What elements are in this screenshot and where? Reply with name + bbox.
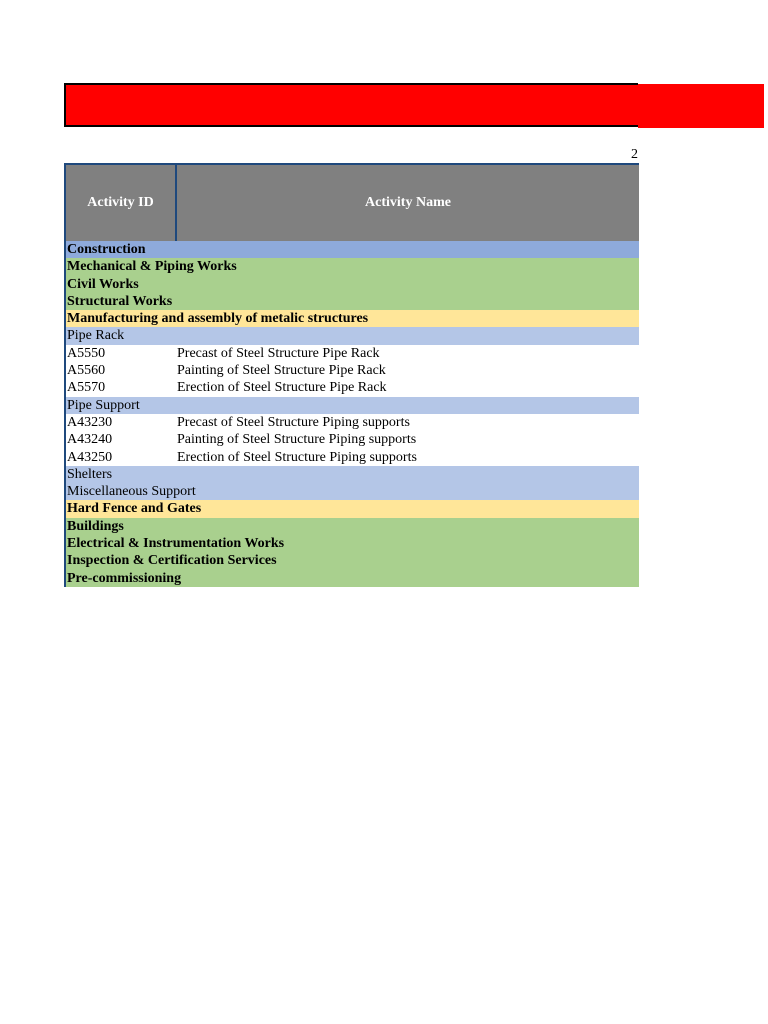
group-label: Mechanical & Piping Works [67, 259, 237, 275]
group-row [66, 276, 639, 293]
group-label: Inspection & Certification Services [67, 553, 277, 569]
group-row [66, 552, 639, 569]
activity-id-cell: A5550 [67, 345, 106, 361]
group-label: Manufacturing and assembly of metalic structures [67, 311, 369, 327]
title-banner-extension [638, 84, 764, 128]
activity-row [66, 362, 639, 379]
group-label: Pipe Support [67, 397, 140, 413]
activity-row [66, 379, 639, 396]
page-number: 2 [631, 147, 638, 162]
group-label: Structural Works [67, 293, 173, 309]
group-row [66, 310, 639, 327]
group-row [66, 241, 639, 258]
group-row [66, 466, 639, 483]
group-label: Construction [67, 242, 146, 257]
activity-name-cell: Precast of Steel Structure Pipe Rack [177, 345, 380, 361]
header-activity-name: Activity Name [365, 195, 451, 210]
group-label: Electrical & Instrumentation Works [67, 536, 285, 552]
group-row [66, 327, 639, 344]
group-label: Miscellaneous Support [67, 484, 196, 500]
group-label: Pre-commissioning [67, 570, 182, 586]
group-row [66, 518, 639, 535]
group-label: Hard Fence and Gates [67, 501, 202, 517]
activity-table [64, 163, 639, 587]
group-row [66, 570, 639, 587]
activity-id-cell: A5560 [67, 363, 106, 379]
group-row [66, 293, 639, 310]
activity-id-cell: A43250 [67, 449, 113, 465]
header-activity-id: Activity ID [66, 165, 177, 241]
group-row [66, 483, 639, 500]
table-header [64, 163, 639, 241]
group-label: Pipe Rack [67, 328, 125, 344]
group-row [66, 397, 639, 414]
group-label: Buildings [67, 518, 124, 534]
group-label: Civil Works [67, 276, 139, 292]
group-row [66, 535, 639, 552]
activity-name-cell: Erection of Steel Structure Piping supports [177, 449, 417, 465]
activity-row [66, 431, 639, 448]
activity-id-cell: A43240 [67, 432, 113, 448]
activity-name-cell: Painting of Steel Structure Pipe Rack [177, 363, 386, 379]
activity-name-cell: Painting of Steel Structure Piping supports [177, 432, 417, 448]
group-row [66, 500, 639, 517]
activity-row [66, 449, 639, 466]
group-row [66, 258, 639, 275]
activity-id-cell: A5570 [67, 380, 106, 396]
activity-name-cell: Precast of Steel Structure Piping supports [177, 414, 410, 430]
table-body [64, 241, 639, 587]
activity-row [66, 345, 639, 362]
activity-id-cell: A43230 [67, 414, 113, 430]
title-banner [64, 83, 638, 127]
group-label: Shelters [67, 466, 113, 482]
activity-row [66, 414, 639, 431]
activity-name-cell: Erection of Steel Structure Pipe Rack [177, 380, 387, 396]
